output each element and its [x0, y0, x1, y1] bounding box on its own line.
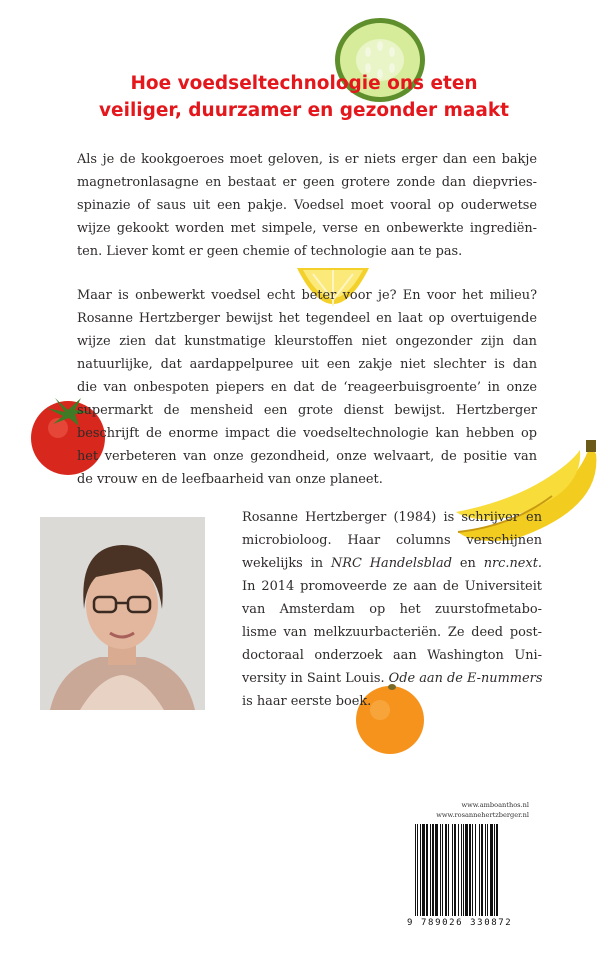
barcode-bar — [430, 824, 431, 916]
text-line: lisme van melkzuurbacteriën. Ze deed post- — [242, 625, 542, 640]
publisher-url: www.amboanthos.nl — [461, 801, 529, 809]
text-line: wijze zien dat kunstmatige kleurstoffen niet ongezonder zijn dan — [77, 334, 537, 349]
blurb-paragraph-2 — [77, 284, 537, 491]
text-line: Rosanne Hertzberger bewijst het tegendeel en laat op overtuigende — [77, 311, 537, 326]
text-line: is haar eerste boek. — [242, 694, 372, 709]
barcode-bar — [458, 824, 459, 916]
text-line: microbioloog. Haar columns verschijnen — [242, 533, 542, 548]
barcode-bar — [435, 824, 438, 916]
text-line: magnetronlasagne en bestaat er geen grotere zonde dan diepvries- — [77, 175, 537, 190]
text-line: de vrouw en de leefbaarheid van onze planeet. — [77, 472, 383, 487]
barcode-bar — [442, 824, 443, 916]
text-line — [242, 667, 542, 690]
barcode-bar — [472, 824, 473, 916]
text-line: beschrijft de enorme impact die voedseltechnologie kan hebben op — [77, 426, 537, 441]
barcode-bar — [490, 824, 493, 916]
barcode-bar — [452, 824, 453, 916]
barcode-bar — [415, 824, 416, 916]
text-line: Als je de kookgoeroes moet geloven, is er niets erger dan een bakje — [77, 152, 537, 167]
back-cover-title — [40, 70, 568, 124]
barcode-bar — [481, 824, 483, 916]
text-line: wijze gekookt worden met simpele, verse en onbewerkte ingrediën- — [77, 221, 537, 236]
barcode-bar — [422, 824, 425, 916]
author-bio — [242, 506, 542, 713]
text-line: doctoraal onderzoek aan Washington Uni- — [242, 648, 542, 663]
barcode-bar — [469, 824, 471, 916]
barcode-bar — [475, 824, 476, 916]
text-line — [242, 552, 542, 575]
barcode-bar — [432, 824, 434, 916]
barcode-bar — [479, 824, 480, 916]
text-line: van Amsterdam op het zuurstofmetabo- — [242, 602, 542, 617]
barcode-bar — [417, 824, 418, 916]
title-line-2: veiliger, duurzamer en gezonder maakt — [99, 100, 509, 121]
book-title: Ode aan de E-nummers — [388, 671, 543, 686]
text-line: ten. Liever komt er geen chemie of technologie aan te pas. — [77, 244, 463, 259]
barcode-bar — [420, 824, 421, 916]
text-fragment: versity in Saint Louis. — [242, 671, 389, 686]
text-fragment: en — [451, 556, 484, 571]
title-line-1: Hoe voedseltechnologie ons eten — [130, 73, 478, 94]
text-line: Maar is onbewerkt voedsel echt beter voor je? En voor het milieu? — [77, 288, 537, 303]
barcode-bar — [448, 824, 449, 916]
barcode-block — [407, 800, 529, 932]
text-line: supermarkt de mensheid een grote dienst bewijst. Hertzberger — [77, 403, 537, 418]
text-line: natuurlijke, dat aardappelpuree uit een zakje niet slechter is dan — [77, 357, 537, 372]
text-fragment: wekelijks in — [242, 556, 332, 571]
author-portrait-image — [40, 517, 205, 710]
isbn-number: 9 789026 330872 — [407, 918, 513, 928]
barcode-bar — [487, 824, 488, 916]
barcode-bar — [465, 824, 468, 916]
newspaper-name: nrc.next. — [483, 556, 542, 571]
newspaper-name: NRC Handelsblad — [331, 556, 452, 571]
barcode-bar — [445, 824, 447, 916]
barcode-bar — [496, 824, 498, 916]
barcode-bar — [485, 824, 486, 916]
isbn-barcode — [415, 824, 529, 916]
barcode-bar — [426, 824, 428, 916]
text-line: het verbeteren van onze gezondheid, onze welvaart, de positie van — [77, 449, 537, 464]
author-url: www.rosannehertzberger.nl — [436, 811, 529, 819]
barcode-bar — [494, 824, 495, 916]
text-line: Rosanne Hertzberger (1984) is schrijver en — [242, 510, 542, 525]
blurb-paragraph-1 — [77, 148, 537, 263]
author-photo — [40, 517, 205, 710]
text-line: spinazie of saus uit een pakje. Voedsel moet vooral op ouderwetse — [77, 198, 537, 213]
barcode-bar — [461, 824, 462, 916]
barcode-bar — [454, 824, 456, 916]
text-line: In 2014 promoveerde ze aan de Universiteit — [242, 579, 542, 594]
barcode-bar — [440, 824, 441, 916]
text-line: die van onbespoten piepers en dat de ‘reageerbuisgroente’ in onze — [77, 380, 537, 395]
barcode-bar — [463, 824, 464, 916]
